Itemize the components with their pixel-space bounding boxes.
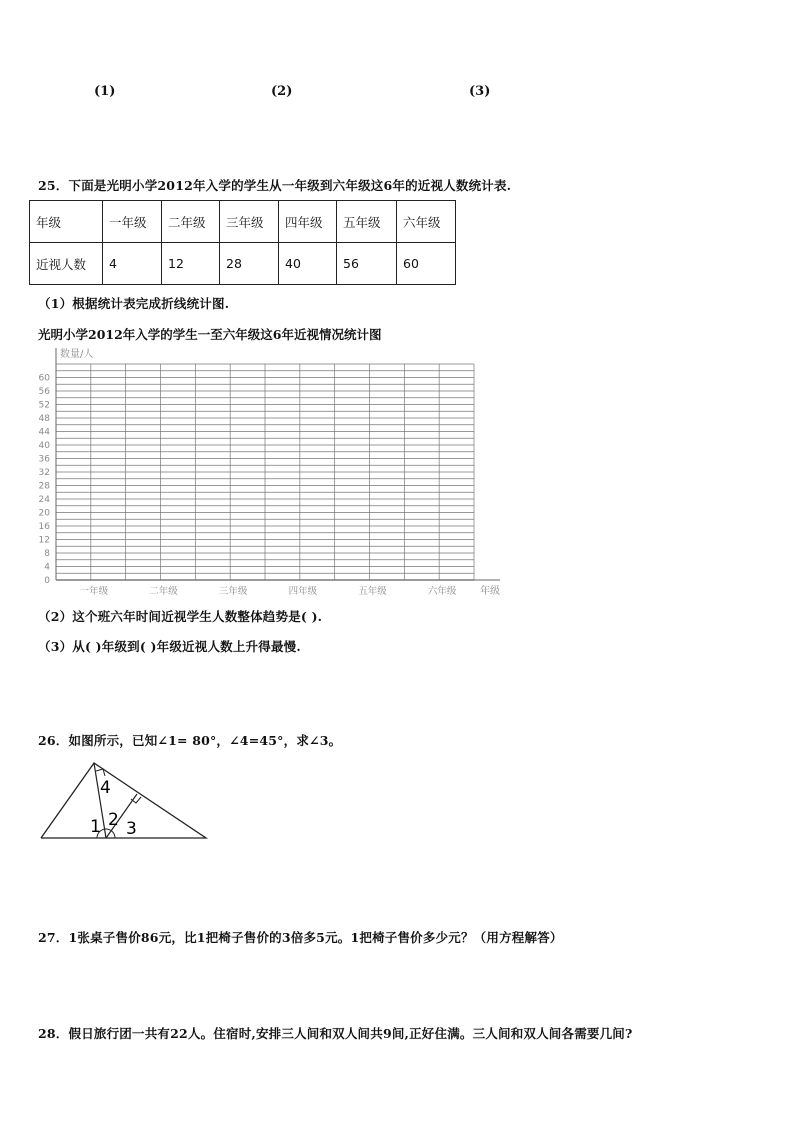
- y-tick-label: 4: [44, 562, 50, 573]
- question-25-sub2: （2）这个班六年时间近视学生人数整体趋势是( ).: [38, 609, 323, 624]
- y-tick-label: 32: [38, 468, 50, 478]
- table-cell: 一年级: [103, 201, 162, 243]
- table-cell: 五年级: [337, 201, 397, 243]
- table-cell: 近视人数: [30, 243, 103, 285]
- question-28-text: 28．假日旅行团一共有22人。住宿时,安排三人间和双人间共9间,正好住满。三人间和双人间各需要几间?: [38, 1026, 633, 1041]
- question-27-text: 27．1张桌子售价86元，比1把椅子售价的3倍多5元。1把椅子售价多少元？（用方程解答）: [38, 930, 563, 945]
- x-tick-labels: [80, 585, 457, 597]
- y-tick-label: 48: [38, 414, 50, 424]
- y-tick-label: 52: [38, 400, 50, 411]
- question-26-text: 26．如图所示，已知∠1= 80°，∠4=45°，求∠3。: [38, 733, 342, 748]
- x-tick-label: 三年级: [218, 586, 248, 597]
- stats-table: [29, 200, 456, 285]
- right-angle-mark-top: [96, 769, 105, 776]
- chart-title: 光明小学2012年入学的学生一至六年级这6年近视情况统计图: [38, 327, 382, 342]
- question-25-intro: 25．下面是光明小学2012年入学的学生从一年级到六年级这6年的近视人数统计表.: [38, 178, 512, 193]
- x-axis-label: 年级: [480, 586, 500, 597]
- table-cell: 年级: [30, 201, 103, 243]
- table-cell: 二年级: [162, 201, 220, 243]
- table-cell: 60: [397, 243, 456, 285]
- y-tick-label: 16: [38, 522, 50, 532]
- y-tick-label: 8: [44, 549, 50, 559]
- x-tick-label: 二年级: [149, 586, 178, 597]
- y-tick-label: 24: [38, 495, 50, 505]
- table-cell: 三年级: [220, 201, 279, 243]
- y-tick-label: 60: [38, 373, 50, 384]
- x-tick-label: 四年级: [288, 586, 318, 597]
- x-tick-label: 一年级: [79, 586, 109, 597]
- y-tick-label: 56: [38, 387, 50, 397]
- chart-gridlines: [56, 348, 500, 580]
- triangle-outline: [41, 763, 206, 838]
- figure-label-3: (3): [469, 84, 491, 99]
- y-tick-label: 40: [38, 441, 50, 451]
- y-tick-labels: [39, 374, 51, 587]
- y-tick-label: 28: [38, 481, 50, 492]
- y-tick-label: 20: [38, 508, 50, 519]
- y-tick-label: 0: [44, 576, 50, 586]
- table-header-row: [30, 201, 456, 243]
- angle-label-2: 2: [108, 810, 119, 830]
- figure-label-2: (2): [271, 84, 293, 99]
- triangle-figure: [38, 758, 213, 844]
- x-tick-label: 六年级: [427, 586, 457, 597]
- angle-label-3: 3: [126, 819, 137, 839]
- table-cell: 四年级: [279, 201, 337, 243]
- table-cell: 六年级: [397, 201, 456, 243]
- table-cell: 40: [279, 243, 337, 285]
- y-tick-label: 36: [38, 454, 50, 465]
- table-cell: 12: [162, 243, 220, 285]
- y-tick-label: 12: [38, 535, 50, 546]
- angle-label-1: 1: [90, 817, 101, 837]
- y-axis-label: 数量/人: [60, 349, 94, 360]
- figure-label-1: (1): [94, 84, 116, 99]
- line-chart-grid: [30, 342, 510, 602]
- y-tick-label: 44: [38, 427, 50, 438]
- table-cell: 28: [220, 243, 279, 285]
- table-row: [30, 243, 456, 285]
- x-tick-label: 五年级: [358, 586, 387, 597]
- right-angle-mark-side: [131, 797, 141, 803]
- question-25-sub1: （1）根据统计表完成折线统计图.: [38, 296, 230, 311]
- angle-label-4: 4: [100, 778, 111, 798]
- table-cell: 56: [337, 243, 397, 285]
- table-cell: 4: [103, 243, 162, 285]
- question-25-sub3: （3）从( )年级到( )年级近视人数上升得最慢.: [38, 639, 301, 654]
